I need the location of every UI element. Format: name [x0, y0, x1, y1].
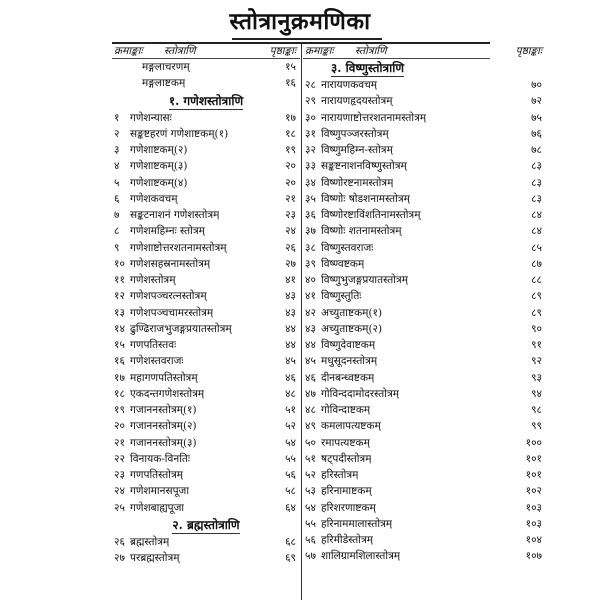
header-name: स्तोत्राणि	[355, 45, 387, 57]
entry-number: ५	[114, 176, 120, 189]
left-column-header	[112, 42, 300, 59]
entry-page-number: ५६	[285, 469, 296, 481]
entry-number: ३५	[305, 192, 316, 205]
entry-title: विनायक-विनतिः	[130, 452, 191, 465]
entry-title: मधुसूदनस्तोत्रम्	[321, 355, 378, 368]
entry-number: ५५	[305, 517, 316, 530]
entry-title: गणेशसहस्रनामस्तोत्रम्	[130, 257, 211, 270]
entry-title: गणेशस्तोत्रम्	[130, 274, 176, 286]
entry-number: २३	[114, 469, 125, 481]
entry-number: ४५	[305, 355, 316, 368]
entry-number: २	[114, 127, 120, 140]
entry-title: गणेशाष्टकम्(२)	[130, 144, 188, 156]
entry-number: ४२	[305, 306, 316, 319]
entry-title: हरिस्तोत्रम्	[321, 469, 359, 481]
toc-entry	[112, 110, 300, 126]
entry-page-number: १७	[285, 111, 296, 124]
entry-title: गोविन्दाष्टकम्	[321, 404, 371, 416]
toc-entry	[303, 532, 542, 548]
entry-page-number: ४१	[285, 274, 296, 286]
entry-number: ३९	[305, 257, 316, 270]
toc-entry	[303, 353, 542, 369]
entry-page-number: १५	[285, 61, 296, 73]
toc-entry	[303, 207, 542, 223]
toc-entry	[303, 370, 542, 386]
entry-number: १२	[114, 290, 125, 303]
section-heading-brahma: २. ब्रह्मस्तोत्राणि	[172, 517, 240, 532]
entry-title: गणेशाष्टोत्तरशतनामस्तोत्रम्	[130, 241, 227, 254]
toc-entry	[303, 500, 542, 516]
entry-number: ९	[114, 241, 120, 254]
toc-entry	[303, 402, 542, 418]
entry-page-number: ८९	[531, 290, 542, 303]
entry-number: ३४	[305, 176, 316, 189]
entry-number: ४३	[305, 322, 316, 335]
entry-title: गोविन्ददामोदरस्तोत्रम्	[321, 387, 400, 400]
toc-entry	[112, 467, 300, 483]
entry-number: १३	[114, 306, 125, 319]
entry-title: सङ्कटनाशनं गणेशस्तोत्रम्	[130, 209, 220, 221]
entry-title: षट्पदीस्तोत्रम्	[321, 452, 372, 465]
entry-title: विष्णुभुजङ्गप्रयातस्तोत्रम्	[321, 274, 408, 286]
entry-page-number: ६९	[285, 552, 296, 564]
entry-page-number: १६	[285, 77, 296, 90]
entry-page-number: ८८	[531, 274, 542, 286]
entry-page-number: ९९	[531, 420, 542, 433]
toc-entry	[112, 223, 300, 239]
entry-number: २०	[114, 420, 125, 433]
entry-page-number: १०७	[525, 550, 542, 563]
right-column-header	[303, 42, 542, 59]
toc-entry	[303, 516, 542, 532]
toc-entry	[303, 386, 542, 402]
toc-entry	[112, 256, 300, 272]
toc-entry	[303, 305, 542, 321]
entry-page-number: ४३	[285, 290, 296, 303]
entry-title: हरिनाममालास्तोत्रम्	[321, 517, 393, 530]
entry-page-number: ४८	[285, 387, 296, 400]
entry-page-number: ९२	[531, 355, 542, 368]
toc-entry	[112, 534, 300, 550]
entry-page-number: ८३	[531, 160, 542, 173]
entry-number: ३०	[305, 111, 316, 124]
entry-number: २४	[114, 485, 125, 498]
header-index: क्रमाङ्काः	[305, 45, 334, 57]
entry-title: विष्णुस्तवराजः	[321, 241, 374, 254]
toc-entry	[303, 110, 542, 126]
toc-entry	[112, 418, 300, 434]
entry-page-number: ७५	[531, 111, 542, 124]
entry-title: नारायणहृदयस्तोत्रम्	[321, 95, 393, 108]
entry-number: २९	[305, 95, 316, 108]
entry-title: अच्युताष्टकम्(२)	[321, 322, 383, 335]
entry-title: गणेशन्यासः	[130, 111, 172, 124]
toc-entry	[112, 337, 300, 353]
entry-number: १०	[114, 257, 125, 270]
toc-entry	[303, 418, 542, 434]
entry-page-number: ६४	[285, 501, 296, 514]
toc-entry	[112, 550, 300, 566]
entry-title: हरिशरणाष्टकम्	[321, 501, 376, 514]
entry-number: ४७	[305, 387, 316, 400]
entry-page-number: ९०	[531, 322, 542, 335]
toc-entry	[303, 467, 542, 483]
toc-entry	[112, 272, 300, 288]
entry-title: गणपतिस्तोत्रम्	[130, 469, 184, 481]
toc-entry	[112, 207, 300, 223]
entry-title: विष्णुस्तुतिः	[321, 290, 362, 303]
entry-number: ३१	[305, 127, 316, 140]
toc-entry	[112, 321, 300, 337]
entry-page-number: २०	[285, 160, 296, 173]
entry-page-number: ७०	[531, 79, 542, 91]
entry-number: ५७	[305, 550, 316, 563]
entry-page-number: ७६	[531, 127, 542, 140]
entry-number: ४८	[305, 404, 316, 416]
entry-number: ३६	[305, 209, 316, 221]
entry-number: १६	[114, 355, 125, 368]
toc-entry	[112, 370, 300, 386]
entry-title: नारायणकवचम्	[321, 79, 378, 91]
toc-entry	[303, 272, 542, 288]
entry-number: ६	[114, 192, 120, 205]
entry-title: गणेशपञ्चचामरस्तोत्रम्	[130, 306, 214, 319]
entry-number: ५४	[305, 501, 316, 514]
entry-page-number: १०४	[525, 534, 542, 546]
entry-title: ढुण्ढिराजभुजङ्गप्रयातस्तोत्रम्	[130, 322, 232, 335]
header-index: क्रमाङ्काः	[114, 45, 143, 57]
entry-number: ५३	[305, 485, 316, 498]
column-divider	[301, 42, 302, 600]
title-underline	[232, 38, 382, 40]
toc-entry	[303, 77, 542, 93]
entry-number: ४१	[305, 290, 316, 303]
entry-title: अच्युताष्टकम्(१)	[321, 306, 383, 319]
entry-number: १७	[114, 371, 125, 384]
entry-number: २६	[114, 535, 125, 548]
entry-page-number: ७८	[531, 144, 542, 156]
toc-entry	[112, 126, 300, 142]
entry-number: ५६	[305, 534, 316, 546]
entry-page-number: ४६	[285, 371, 296, 384]
entry-title: विष्णोरष्टाविंशतिनामस्तोत्रम्	[321, 209, 421, 221]
entry-title: गणेशकवचम्	[130, 192, 178, 205]
header-page: पृष्ठाङ्काः	[515, 45, 542, 57]
entry-page-number: ८९	[531, 306, 542, 319]
toc-entry	[303, 451, 542, 467]
entry-page-number: २७	[285, 257, 296, 270]
entry-page-number: ८३	[531, 192, 542, 205]
entry-page-number: १०१	[525, 469, 542, 481]
entry-title: मङ्गलाष्टकम्	[142, 77, 186, 90]
entry-title: गजाननस्तोत्रम्(२)	[130, 420, 197, 433]
header-page: पृष्ठाङ्काः	[269, 45, 296, 57]
section-heading-vishnu: ३. विष्णुस्तोत्राणि	[331, 61, 405, 75]
toc-entry	[112, 288, 300, 304]
entry-page-number: २०	[285, 176, 296, 189]
entry-page-number: ४४	[285, 339, 296, 351]
entry-page-number: ५५	[285, 452, 296, 465]
toc-entry	[303, 483, 542, 499]
entry-page-number: ७२	[531, 95, 542, 108]
entry-page-number: ८३	[531, 176, 542, 189]
right-column	[303, 42, 542, 600]
entry-page-number: २६	[285, 241, 296, 254]
entry-title: सङ्कष्टनाशनविष्णुस्तोत्रम्	[321, 160, 407, 173]
entry-number: १५	[114, 339, 125, 351]
entry-number: ४	[114, 160, 120, 173]
toc-entry	[112, 483, 300, 499]
entry-page-number: २१	[285, 192, 296, 205]
entry-title: विष्णोरष्टनामस्तोत्रम्	[321, 176, 394, 189]
entry-page-number: १०१	[525, 452, 542, 465]
entry-page-number: १००	[525, 436, 542, 449]
toc-entry	[112, 386, 300, 402]
entry-number: २८	[305, 79, 316, 91]
entry-page-number: १०३	[525, 517, 542, 530]
entry-number: २१	[114, 436, 125, 449]
entry-page-number: ५२	[285, 420, 296, 433]
entry-page-number: ९३	[531, 371, 542, 384]
entry-title: विष्ण्वष्टकम्	[321, 257, 365, 270]
entry-number: १८	[114, 387, 125, 400]
toc-entry	[303, 288, 542, 304]
entry-title: एकदन्तगणेशस्तोत्रम्	[130, 387, 205, 400]
entry-title: मङ्गलाचरणम्	[142, 61, 190, 73]
entry-page-number: ८४	[531, 209, 542, 221]
entry-title: गजाननस्तोत्रम्(३)	[130, 436, 197, 449]
toc-entry	[112, 75, 300, 91]
entry-number: २२	[114, 452, 125, 465]
entry-title: सङ्कष्टहरणं गणेशाष्टकम्(१)	[130, 127, 229, 140]
entry-number: ८	[114, 225, 120, 238]
entry-page-number: ५८	[285, 485, 296, 498]
toc-entry	[112, 305, 300, 321]
entry-page-number: ९८	[531, 404, 542, 416]
entry-title: विष्णोः शतनामस्तोत्रम्	[321, 225, 402, 238]
entry-page-number: ५१	[285, 404, 296, 416]
entry-title: विष्णुपञ्जरस्तोत्रम्	[321, 127, 389, 140]
entry-page-number: ४४	[285, 322, 296, 335]
entry-title: गणेशमानसपूजा	[130, 485, 190, 498]
entry-number: ५१	[305, 452, 316, 465]
entry-title: गजाननस्तोत्रम्(१)	[130, 404, 197, 416]
entry-title: गणेशबाह्यपूजा	[130, 501, 185, 514]
toc-entry	[112, 500, 300, 516]
entry-title: विष्णोः षोडशनामस्तोत्रम्	[321, 192, 410, 205]
toc-entry	[112, 142, 300, 158]
entry-title: गणेशाष्टकम्(४)	[130, 176, 188, 189]
entry-page-number: ६८	[285, 535, 296, 548]
toc-entry	[112, 158, 300, 174]
entry-number: ३७	[305, 225, 316, 238]
entry-number: २७	[114, 552, 125, 564]
entry-number: ५०	[305, 436, 316, 449]
entry-page-number: ९१	[531, 339, 542, 351]
entry-page-number: २३	[285, 209, 296, 221]
entry-number: ३८	[305, 241, 316, 254]
entry-page-number: १०३	[525, 501, 542, 514]
entry-page-number: ८७	[531, 257, 542, 270]
entry-page-number: १९	[285, 144, 296, 156]
toc-entry	[112, 191, 300, 207]
entry-page-number: ४५	[285, 355, 296, 368]
toc-entry	[303, 240, 542, 256]
entry-title: गणेशपञ्चरत्नस्तोत्रम्	[130, 290, 207, 303]
entry-page-number: ५४	[285, 436, 296, 449]
entry-page-number: १०२	[525, 485, 542, 498]
entry-page-number: ९४	[531, 387, 542, 400]
entry-title: रमापत्यष्टकम्	[321, 436, 370, 449]
entry-title: विष्णुदेवाष्टकम्	[321, 339, 376, 351]
entry-title: महागणपतिस्तोत्रम्	[130, 371, 198, 384]
toc-entry	[303, 435, 542, 451]
header-name: स्तोत्राणि	[164, 45, 196, 57]
entry-title: कमलापत्यष्टकम्	[321, 420, 381, 433]
entry-page-number: २४	[285, 225, 296, 238]
toc-entry	[303, 93, 542, 109]
toc-entry	[303, 191, 542, 207]
toc-entry	[303, 142, 542, 158]
toc-entry	[112, 435, 300, 451]
entry-number: ४९	[305, 420, 316, 433]
entry-title: दीनबन्ध्वष्टकम्	[321, 371, 375, 384]
toc-entry	[112, 451, 300, 467]
entry-number: १९	[114, 404, 125, 416]
entry-page-number: १८	[285, 127, 296, 140]
toc-entry	[112, 353, 300, 369]
toc-entry	[303, 337, 542, 353]
entry-title: नारायणाष्टोत्तरशतनामस्तोत्रम्	[321, 111, 427, 124]
entry-number: २५	[114, 501, 125, 514]
entry-title: शालिग्रामशिलास्तोत्रम्	[321, 550, 401, 563]
entry-number: ३२	[305, 144, 316, 156]
toc-entry	[303, 158, 542, 174]
toc-entry	[303, 321, 542, 337]
entry-number: ११	[114, 274, 125, 286]
entry-title: गणपतिस्तवः	[130, 339, 177, 351]
entry-number: ४०	[305, 274, 316, 286]
entry-number: ३३	[305, 160, 316, 173]
toc-entry	[112, 240, 300, 256]
toc-entry	[303, 256, 542, 272]
toc-entry	[303, 126, 542, 142]
entry-number: १	[114, 111, 120, 124]
entry-title: हरिमीडेस्तोत्रम्	[321, 534, 374, 546]
page-title: स्तोत्रानुक्रमणिका	[229, 8, 371, 35]
entry-number: ७	[114, 209, 120, 221]
entry-number: ४६	[305, 371, 316, 384]
entry-number: १४	[114, 322, 125, 335]
toc-entry	[112, 402, 300, 418]
entry-page-number: ४३	[285, 306, 296, 319]
entry-number: ५२	[305, 469, 316, 481]
entry-title: गणेशस्तवराजः	[130, 355, 184, 368]
section-heading-ganesha: १. गणेशस्तोत्राणि	[168, 93, 244, 108]
entry-page-number: ८५	[531, 241, 542, 254]
entry-title: गणेशमहिम्नः स्तोत्रम्	[130, 225, 205, 238]
entry-page-number: ८४	[531, 225, 542, 238]
entry-title: हरिनामाष्टकम्	[321, 485, 372, 498]
toc-entry	[303, 175, 542, 191]
entry-title: परब्रह्मस्तोत्रम्	[130, 552, 180, 564]
entry-number: ३	[114, 144, 120, 156]
left-column	[112, 42, 300, 600]
entry-title: ब्रह्मस्तोत्रम्	[130, 535, 170, 548]
entry-title: विष्णुमहिम्न-स्तोत्रम्	[321, 144, 393, 156]
entry-title: गणेशाष्टकम्(३)	[130, 160, 188, 173]
toc-entry	[303, 548, 542, 564]
toc-entry	[303, 223, 542, 239]
toc-entry	[112, 59, 300, 75]
toc-entry	[112, 175, 300, 191]
entry-number: ४४	[305, 339, 316, 351]
